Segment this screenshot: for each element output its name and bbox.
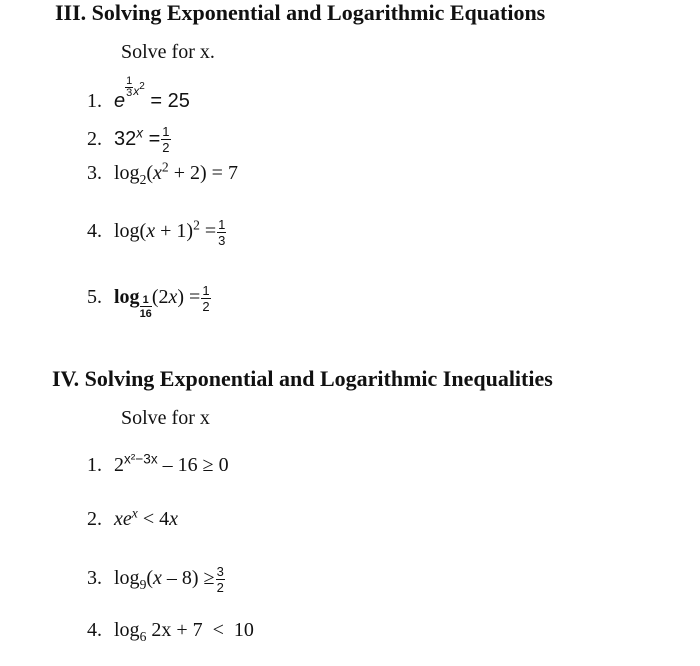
section-4-heading: IV. Solving Exponential and Logarithmic Inequalities — [52, 366, 553, 391]
equation-item-5 — [87, 284, 212, 320]
inequality-2: $xe^x < 4x$ — [114, 505, 178, 530]
equation-3: $\log_2(x^2 + 2) = 7$ — [114, 159, 238, 187]
equation-2: 32$^x$ = $\frac{1}{2}$ — [114, 124, 170, 155]
section-3-heading: III. Solving Exponential and Logarithmic Equations — [55, 0, 546, 25]
item-number: 1. — [87, 90, 102, 112]
inequality-item-2 — [87, 505, 178, 531]
item-number: 4. — [87, 220, 102, 243]
equation-item-4 — [87, 218, 227, 247]
item-number: 2. — [87, 508, 102, 530]
item-number: 4. — [87, 619, 102, 641]
equation-1: e $^{\frac{1}{3} x^2}$ = 25 — [114, 75, 190, 112]
item-number: 3. — [87, 567, 102, 590]
item-number: 3. — [87, 162, 102, 184]
section-3-instruction: Solve for x. — [121, 41, 215, 63]
item-number: 5. — [87, 286, 102, 309]
inequality-item-3 — [87, 565, 226, 594]
equation-4: $\log(x + 1)^2$ = $\frac{1}{3}$ — [114, 217, 226, 248]
inequality-4: $\log_6 2x + 7 < 10$ — [114, 619, 254, 644]
item-number: 1. — [87, 454, 102, 476]
equation-item-3 — [87, 159, 238, 187]
item-number: 2. — [87, 127, 102, 150]
inequality-item-1 — [87, 451, 229, 477]
inequality-3: $\log_9(x - 8)$ ≥ $\frac{3}{2}$ — [114, 564, 224, 595]
inequality-item-4 — [87, 619, 254, 642]
inequality-1: $2^{x^2-3x} - 16 \ge 0$ — [114, 451, 229, 476]
equation-item-1 — [87, 75, 190, 113]
equation-item-2 — [87, 125, 172, 154]
section-4-instruction: Solve for x — [121, 407, 210, 429]
equation-5: log $\frac{1}{16}$ (2x) = $\frac{1}{2}$ — [114, 283, 210, 321]
